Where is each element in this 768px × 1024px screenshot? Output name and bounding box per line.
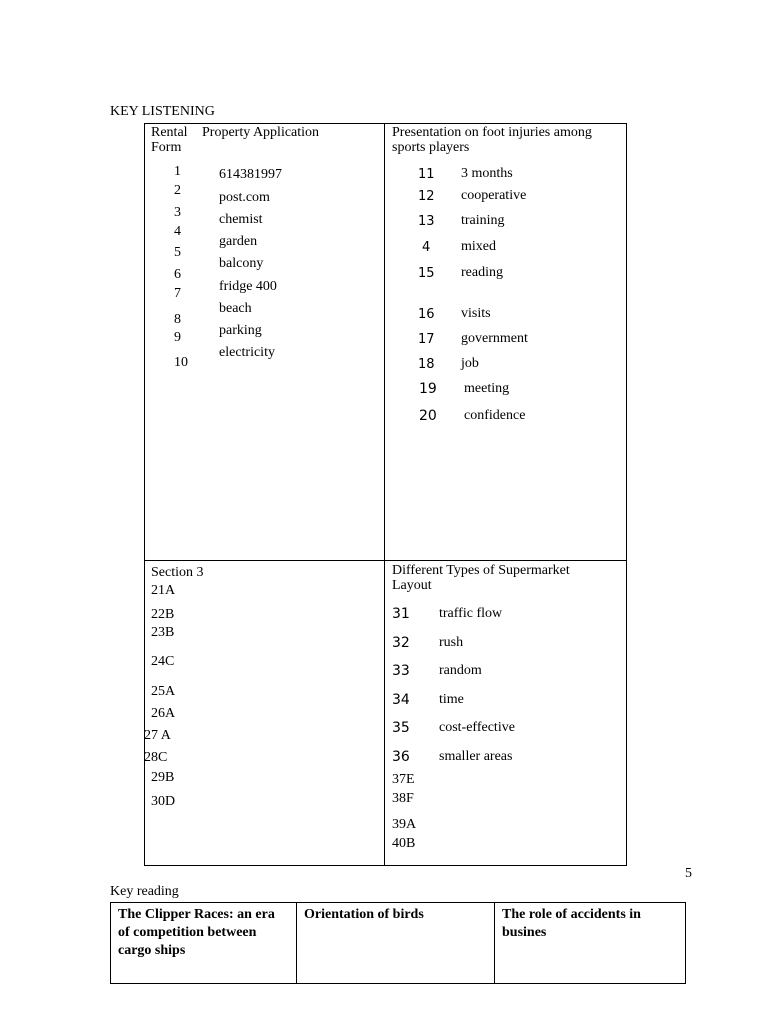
presentation-number: 18 — [418, 357, 435, 372]
rental-number: 2 — [174, 183, 181, 198]
presentation-answer: visits — [461, 306, 491, 321]
supermarket-answer: cost-effective — [439, 720, 515, 735]
supermarket-number: 36 — [392, 749, 410, 765]
presentation-number: 17 — [418, 332, 435, 347]
supermarket-answer: smaller areas — [439, 749, 513, 764]
rental-number: 3 — [174, 205, 181, 220]
table-row-divider — [144, 560, 627, 561]
rental-answer: electricity — [219, 345, 275, 360]
rental-number: 9 — [174, 330, 181, 345]
section3-answer: 29B — [151, 770, 175, 785]
rental-label-line2: Form — [151, 140, 182, 155]
presentation-number: 4 — [422, 240, 431, 255]
table-column-divider — [384, 123, 385, 866]
rental-answer: post.com — [219, 190, 270, 205]
rental-label-line1: Rental — [151, 125, 188, 140]
presentation-title-line1: Presentation on foot injuries among — [392, 125, 592, 140]
section3-answer: 27 A — [144, 728, 171, 743]
rental-answer: fridge 400 — [219, 279, 277, 294]
section3-answer: 26A — [151, 706, 176, 721]
presentation-answer: meeting — [464, 381, 510, 396]
section3-answer: 25A — [151, 684, 176, 699]
supermarket-title-line1: Different Types of Supermarket — [392, 563, 570, 578]
presentation-number: 15 — [418, 266, 435, 281]
presentation-number: 13 — [418, 214, 435, 229]
supermarket-number: 35 — [392, 720, 410, 736]
rental-answer: 614381997 — [219, 167, 282, 182]
presentation-number: 16 — [418, 307, 435, 322]
supermarket-answer: rush — [439, 635, 464, 650]
presentation-answer: government — [461, 331, 528, 346]
supermarket-letter-answer: 37E — [392, 772, 415, 787]
supermarket-number: 34 — [392, 692, 410, 708]
presentation-answer: cooperative — [461, 188, 527, 203]
supermarket-letter-answer: 40B — [392, 836, 416, 851]
rental-number: 1 — [174, 164, 181, 179]
rental-number: 4 — [174, 224, 181, 239]
presentation-answer: 3 months — [461, 166, 513, 181]
section3-answer: 28C — [144, 750, 168, 765]
supermarket-letter-answer: 39A — [392, 817, 417, 832]
supermarket-number: 31 — [392, 606, 410, 622]
page-number: 5 — [685, 866, 692, 881]
section3-answer: 23B — [151, 625, 175, 640]
section3-answer: 22B — [151, 607, 175, 622]
rental-number: 10 — [174, 355, 188, 370]
reading-passage-title: Orientation of birds — [304, 907, 424, 922]
supermarket-answer: time — [439, 692, 464, 707]
presentation-number: 20 — [419, 408, 437, 424]
supermarket-number: 32 — [392, 635, 410, 651]
key-listening-heading: KEY LISTENING — [110, 104, 215, 119]
presentation-answer: mixed — [461, 239, 496, 254]
rental-number: 7 — [174, 286, 181, 301]
supermarket-number: 33 — [392, 663, 410, 679]
presentation-number: 19 — [419, 381, 437, 397]
supermarket-letter-answer: 38F — [392, 791, 414, 806]
presentation-number: 11 — [418, 167, 435, 182]
section3-title: Section 3 — [151, 565, 204, 580]
rental-number: 8 — [174, 312, 181, 327]
listening-answer-table — [144, 123, 627, 866]
reading-column-divider — [296, 902, 297, 984]
presentation-answer: confidence — [464, 408, 526, 423]
rental-answer: beach — [219, 301, 252, 316]
section3-answer: 24C — [151, 654, 175, 669]
rental-number: 5 — [174, 245, 181, 260]
supermarket-title-line2: Layout — [392, 578, 432, 593]
supermarket-answer: random — [439, 663, 482, 678]
presentation-answer: training — [461, 213, 505, 228]
reading-passage-title: The Clipper Races: an era of competition between cargo ships — [118, 907, 275, 958]
presentation-number: 12 — [418, 189, 435, 204]
rental-answer: chemist — [219, 212, 263, 227]
rental-answer: balcony — [219, 256, 264, 271]
rental-answer: garden — [219, 234, 258, 249]
reading-passage-title: The role of accidents in busines — [502, 907, 641, 940]
rental-number: 6 — [174, 267, 181, 282]
section3-answer: 21A — [151, 583, 176, 598]
presentation-answer: job — [461, 356, 479, 371]
rental-answer: parking — [219, 323, 262, 338]
presentation-title-line2: sports players — [392, 140, 470, 155]
rental-title: Property Application — [202, 125, 320, 140]
section3-answer: 30D — [151, 794, 176, 809]
presentation-answer: reading — [461, 265, 503, 280]
key-reading-heading: Key reading — [110, 884, 179, 899]
reading-column-divider — [494, 902, 495, 984]
supermarket-answer: traffic flow — [439, 606, 503, 621]
